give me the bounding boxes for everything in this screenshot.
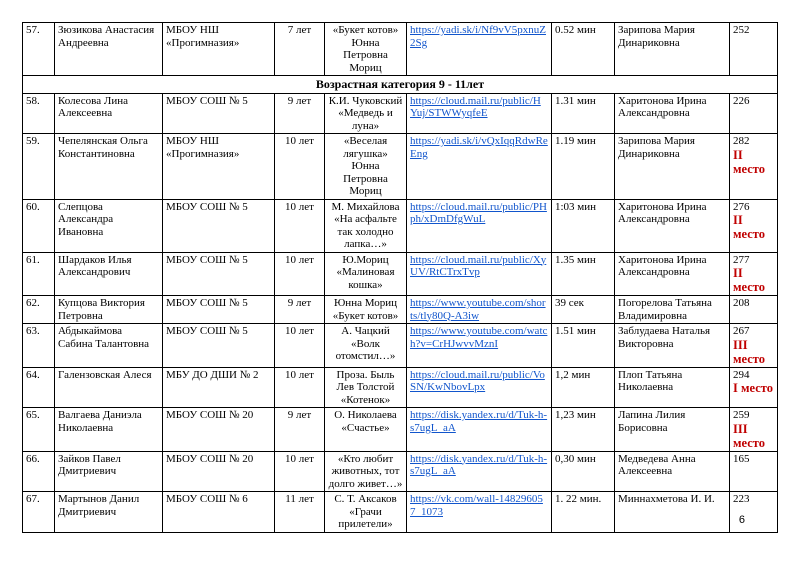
row-number: 62. [23,296,55,324]
duration: 0,30 мин [552,451,615,492]
video-link[interactable]: https://cloud.mail.ru/public/HYuj/STWWyqfeE [410,94,541,119]
video-link[interactable]: https://yadi.sk/i/vQxIqqRdwReEng [410,135,548,160]
score-value: 282 [733,135,750,147]
participant-name: Абдыкаймова Сабина Талантовна [55,324,163,368]
video-link[interactable]: https://yadi.sk/i/Nf9vV5pxnuZ2Sg [410,24,546,49]
section-header-row [23,76,778,94]
school-name: МБОУ НШ «Прогимназия» [163,23,275,76]
video-link[interactable]: https://vk.com/wall-148296057_1073 [410,493,543,518]
participant-name: Купцова Виктория Петровна [55,296,163,324]
score-cell [730,367,778,408]
page-number: 6 [738,514,745,526]
section-title: Возрастная категория 9 - 11лет [23,76,778,94]
row-number: 65. [23,408,55,452]
video-link[interactable]: https://cloud.mail.ru/public/PHph/xDmDfgWuL [410,200,547,225]
table-row [23,324,778,368]
place-badge: II место [733,266,765,294]
link-cell [407,23,552,76]
score-cell [730,134,778,200]
participant-age: 9 лет [275,408,325,452]
work-title: Проза. Быль Лев Толстой «Котенок» [325,367,407,408]
row-number: 60. [23,199,55,252]
teacher-name: Харитонова Ирина Александровна [615,252,730,296]
row-number: 57. [23,23,55,76]
row-number: 61. [23,252,55,296]
link-cell [407,451,552,492]
duration: 1.31 мин [552,93,615,134]
row-number: 58. [23,93,55,134]
table-row [23,296,778,324]
link-cell [407,492,552,533]
video-link[interactable]: https://disk.yandex.ru/d/Tuk-h-s7ugL_aA [410,452,548,477]
video-link[interactable]: https://www.youtube.com/shorts/tly80Q-A3iw [410,297,546,322]
duration: 1.19 мин [552,134,615,200]
table-row [23,408,778,452]
teacher-name: Харитонова Ирина Александровна [615,93,730,134]
score-value: 165 [733,452,750,465]
link-cell [407,93,552,134]
row-number: 63. [23,324,55,368]
place-badge: III место [733,421,765,450]
teacher-name: Плоп Татьяна Николаевна [615,367,730,408]
duration: 1.35 мин [552,252,615,296]
row-number: 66. [23,451,55,492]
link-cell [407,296,552,324]
place-badge: I место [733,381,773,395]
duration: 1,2 мин [552,367,615,408]
table-row [23,367,778,408]
participant-age: 10 лет [275,367,325,408]
work-title: Юнна Мориц «Букет котов» [325,296,407,324]
teacher-name: Лапина Лилия Борисовна [615,408,730,452]
score-cell [730,23,778,76]
school-name: МБОУ СОШ № 5 [163,324,275,368]
link-cell [407,199,552,252]
participant-age: 10 лет [275,324,325,368]
place-badge: II место [733,213,765,241]
work-title: С. Т. Аксаков «Грачи прилетели» [325,492,407,533]
school-name: МБОУ СОШ № 20 [163,451,275,492]
duration: 39 сек [552,296,615,324]
teacher-name: Зарипова Мария Динариковна [615,134,730,200]
teacher-name: Медведева Анна Алексеевна [615,451,730,492]
participant-name: Валгаева Даниэла Николаевна [55,408,163,452]
school-name: МБОУ СОШ № 5 [163,296,275,324]
row-number: 59. [23,134,55,200]
table-row [23,23,778,76]
score-cell [730,324,778,368]
place-badge: III место [733,337,765,366]
school-name: МБОУ СОШ № 5 [163,199,275,252]
video-link[interactable]: https://cloud.mail.ru/public/XyUV/RtCTrxTvp [410,253,547,278]
school-name: МБОУ НШ «Прогимназия» [163,134,275,200]
score-value: 226 [733,94,750,107]
participant-age: 10 лет [275,134,325,200]
video-link[interactable]: https://cloud.mail.ru/public/VoSN/KwNbovLpx [410,368,545,393]
work-title: «Кто любит животных, тот долго живет…» [325,451,407,492]
duration: 0.52 мин [552,23,615,76]
work-title: К.И. Чуковский «Медведь и луна» [325,93,407,134]
duration: 1,23 мин [552,408,615,452]
school-name: МБОУ СОШ № 6 [163,492,275,533]
table-row [23,199,778,252]
work-title: Ю.Мориц «Малиновая кошка» [325,252,407,296]
score-value: 208 [733,297,750,309]
participant-age: 9 лет [275,296,325,324]
school-name: МБОУ СОШ № 5 [163,252,275,296]
participant-age: 10 лет [275,451,325,492]
participant-age: 10 лет [275,252,325,296]
row-number: 64. [23,367,55,408]
work-title: О. Николаева «Счастье» [325,408,407,452]
video-link[interactable]: https://www.youtube.com/watch?v=CrHJwvvMznI [410,325,548,350]
work-title: «Букет котов» Юнна Петровна Мориц [325,23,407,76]
score-cell [730,492,778,533]
link-cell [407,252,552,296]
duration: 1:03 мин [552,199,615,252]
work-title: А. Чацкий «Волк отомстил…» [325,324,407,368]
table-row [23,252,778,296]
participant-name: Шардаков Илья Александрович [55,252,163,296]
participant-name: Слепцова Александра Ивановна [55,199,163,252]
teacher-name: Зарипова Мария Динариковна [615,23,730,76]
participant-age: 11 лет [275,492,325,533]
score-value: 276 [733,200,750,213]
participant-name: Зайков Павел Дмитриевич [55,451,163,492]
participant-name: Чепелянская Ольга Константиновна [55,134,163,200]
link-cell [407,408,552,452]
table-row [23,451,778,492]
teacher-name: Харитонова Ирина Александровна [615,199,730,252]
score-cell [730,252,778,296]
link-cell [407,324,552,368]
duration: 1. 22 мин. [552,492,615,533]
place-badge: II место [733,147,765,176]
score-cell [730,408,778,452]
video-link[interactable]: https://disk.yandex.ru/d/Tuk-h-s7ugL_aA [410,409,548,434]
school-name: МБОУ СОШ № 5 [163,93,275,134]
score-cell [730,199,778,252]
link-cell [407,367,552,408]
duration: 1.51 мин [552,324,615,368]
score-value: 277 [733,253,750,266]
score-value: 252 [733,24,750,36]
table-row [23,93,778,134]
school-name: МБОУ СОШ № 20 [163,408,275,452]
work-title: М. Михайлова «На асфальте так холодно лапка…» [325,199,407,252]
link-cell [407,134,552,200]
results-table [22,22,778,533]
table-row [23,134,778,200]
teacher-name: Миннахметова И. И. [615,492,730,533]
participant-name: Галензовская Алеся [55,367,163,408]
participant-name: Колесова Лина Алексеевна [55,93,163,134]
row-number: 67. [23,492,55,533]
teacher-name: Погорелова Татьяна Владимировна [615,296,730,324]
school-name: МБУ ДО ДШИ № 2 [163,367,275,408]
score-value: 267 [733,325,750,337]
teacher-name: Заблудаева Наталья Викторовна [615,324,730,368]
table-row [23,492,778,533]
work-title: «Веселая лягушка» Юнна Петровна Мориц [325,134,407,200]
score-value: 223 [733,493,750,505]
score-cell [730,93,778,134]
participant-age: 9 лет [275,93,325,134]
score-value: 259 [733,409,750,421]
participant-name: Мартынов Данил Дмитриевич [55,492,163,533]
participant-age: 7 лет [275,23,325,76]
participant-age: 10 лет [275,199,325,252]
score-cell [730,296,778,324]
participant-name: Зюзикова Анастасия Андреевна [55,23,163,76]
score-cell [730,451,778,492]
score-value: 294 [733,368,750,381]
